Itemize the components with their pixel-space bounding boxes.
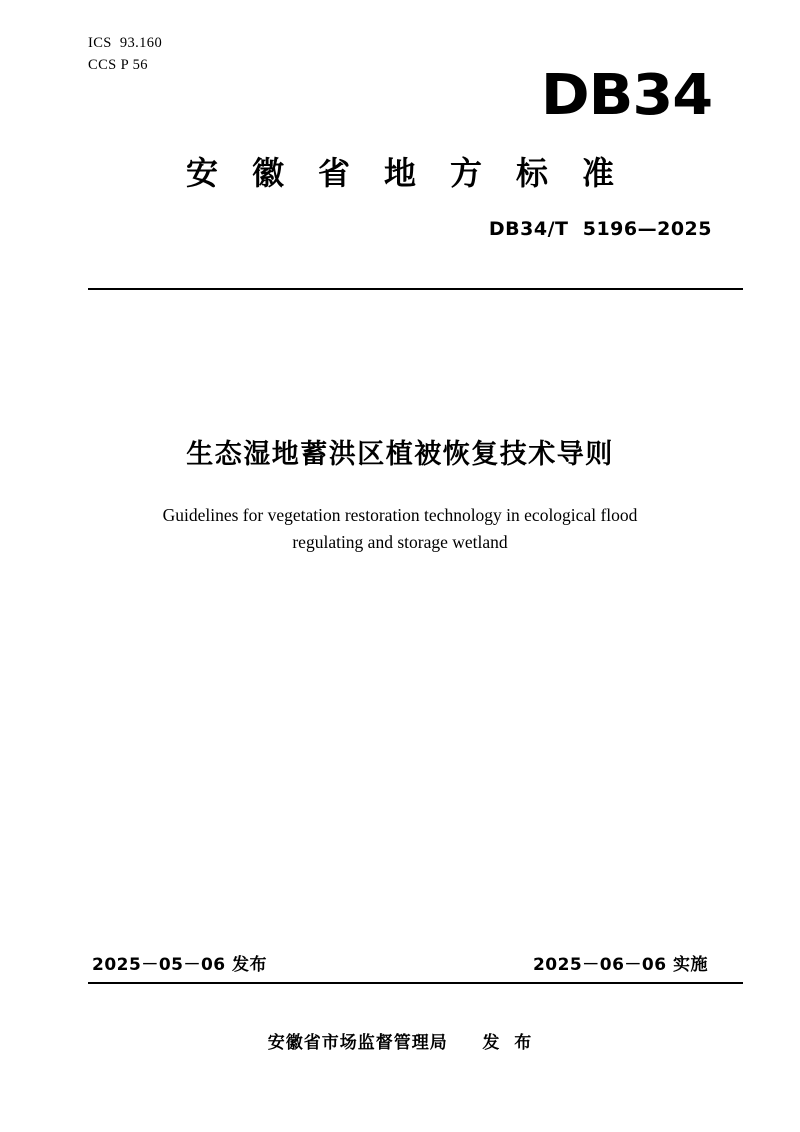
classification-codes	[88, 32, 162, 77]
implementation-date: 2025－06－06 实施	[532, 955, 708, 975]
ccs-code: CCS P 56	[88, 57, 148, 74]
document-title-chinese: 生态湿地蓄洪区植被恢复技术导则	[186, 439, 614, 470]
document-title-english: Guidelines for vegetation restoration technology in ecological flood regulating and storage wetland	[162, 505, 638, 553]
issuing-authority: 安徽省市场监督管理局 发 布	[267, 1033, 533, 1053]
release-date: 2025－05－06 发布	[92, 955, 268, 975]
standard-number: DB34/T 5196—2025	[488, 218, 712, 240]
divider-bottom	[88, 982, 743, 984]
ics-code: ICS 93.160	[88, 35, 163, 51]
db34-emblem: DB34	[540, 63, 712, 128]
standard-type-title: 安徽省地方标准	[185, 154, 648, 192]
divider-top	[88, 288, 743, 290]
